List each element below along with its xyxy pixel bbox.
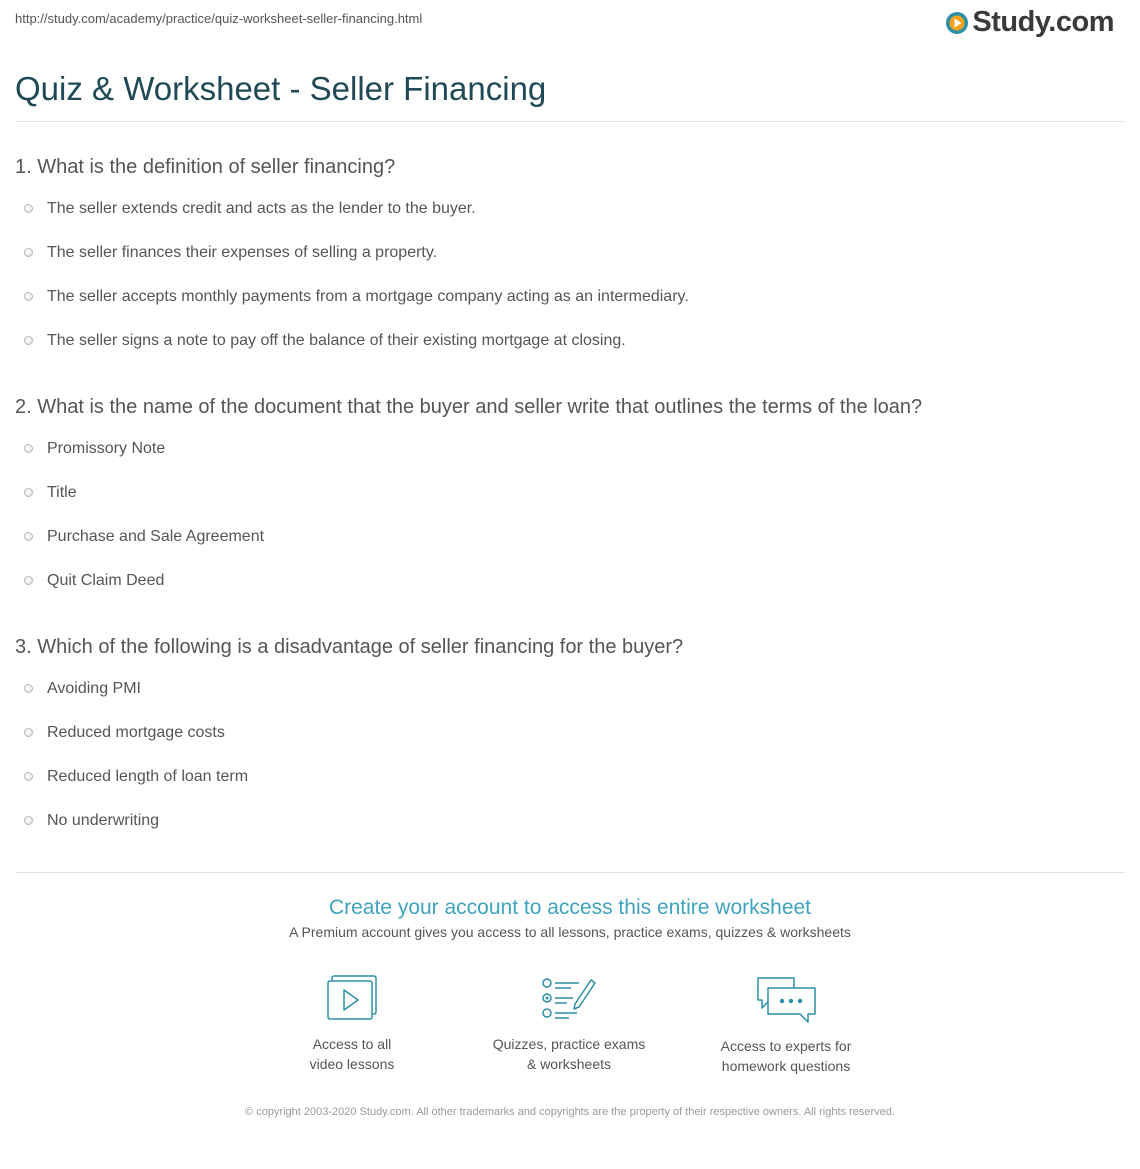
page-title: Quiz & Worksheet - Seller Financing [15, 70, 547, 107]
radio-button[interactable] [24, 728, 33, 737]
answer-option[interactable] [15, 187, 1125, 231]
radio-button[interactable] [24, 532, 33, 541]
radio-button[interactable] [24, 292, 33, 301]
answer-label: The seller finances their expenses of selling a property. [47, 244, 438, 261]
feature-video-lessons [252, 974, 452, 1074]
radio-button[interactable] [24, 336, 33, 345]
answer-option[interactable] [15, 559, 1125, 603]
expert-chat-icon [754, 974, 818, 1026]
answer-label: Purchase and Sale Agreement [47, 528, 265, 545]
play-logo-icon [945, 11, 969, 35]
answer-option[interactable] [15, 711, 1125, 755]
quiz-checklist-icon [541, 974, 597, 1024]
divider [15, 121, 1125, 122]
answer-option[interactable] [15, 799, 1125, 843]
answer-label: The seller signs a note to pay off the balance of their existing mortgage at closing. [47, 332, 626, 349]
radio-button[interactable] [24, 772, 33, 781]
radio-button[interactable] [24, 684, 33, 693]
feature-caption: Access to all video lessons [309, 1036, 395, 1072]
answer-option[interactable] [15, 515, 1125, 559]
feature-experts [686, 974, 886, 1076]
question-1 [15, 155, 1125, 363]
answer-label: Reduced mortgage costs [47, 724, 225, 741]
video-lessons-icon [326, 974, 378, 1024]
answer-option[interactable] [15, 319, 1125, 363]
answer-list [15, 667, 1125, 843]
divider [15, 872, 1125, 873]
answer-label: Quit Claim Deed [47, 572, 165, 589]
copyright-footer: © copyright 2003-2020 Study.com. All other trademarks and copyrights are the property of their respective owners. All rights reserved. [245, 1106, 895, 1118]
radio-button[interactable] [24, 488, 33, 497]
page-url: http://study.com/academy/practice/quiz-worksheet-seller-financing.html [15, 11, 423, 26]
answer-option[interactable] [15, 755, 1125, 799]
feature-quizzes [469, 974, 669, 1074]
cta-title-link[interactable]: Create your account to access this entire worksheet [328, 896, 812, 919]
answer-label: Title [47, 484, 77, 501]
answer-option[interactable] [15, 231, 1125, 275]
answer-label: No underwriting [47, 812, 160, 829]
logo-text: Study.com [972, 6, 1114, 38]
question-3 [15, 635, 1125, 843]
answer-label: Promissory Note [47, 440, 166, 457]
question-2 [15, 395, 1125, 603]
question-title: 2. What is the name of the document that the buyer and seller write that outlines the terms of the loan? [15, 396, 923, 418]
answer-list [15, 427, 1125, 603]
answer-label: The seller accepts monthly payments from a mortgage company acting as an intermediary. [47, 288, 689, 305]
answer-label: Avoiding PMI [47, 680, 141, 697]
question-title: 1. What is the definition of seller financing? [15, 156, 396, 178]
answer-list [15, 187, 1125, 363]
radio-button[interactable] [24, 816, 33, 825]
radio-button[interactable] [24, 204, 33, 213]
answer-label: The seller extends credit and acts as the lender to the buyer. [47, 200, 476, 217]
answer-label: Reduced length of loan term [47, 768, 249, 785]
answer-option[interactable] [15, 427, 1125, 471]
radio-button[interactable] [24, 444, 33, 453]
radio-button[interactable] [24, 248, 33, 257]
signup-cta [0, 896, 1140, 940]
cta-subtitle: A Premium account gives you access to all lessons, practice exams, quizzes & worksheets [289, 924, 851, 940]
question-title: 3. Which of the following is a disadvantage of seller financing for the buyer? [15, 636, 684, 658]
answer-option[interactable] [15, 275, 1125, 319]
feature-caption: Quizzes, practice exams & worksheets [492, 1036, 646, 1072]
answer-option[interactable] [15, 667, 1125, 711]
feature-caption: Access to experts for homework questions [720, 1038, 852, 1074]
study-com-logo[interactable] [945, 6, 1114, 39]
radio-button[interactable] [24, 576, 33, 585]
answer-option[interactable] [15, 471, 1125, 515]
